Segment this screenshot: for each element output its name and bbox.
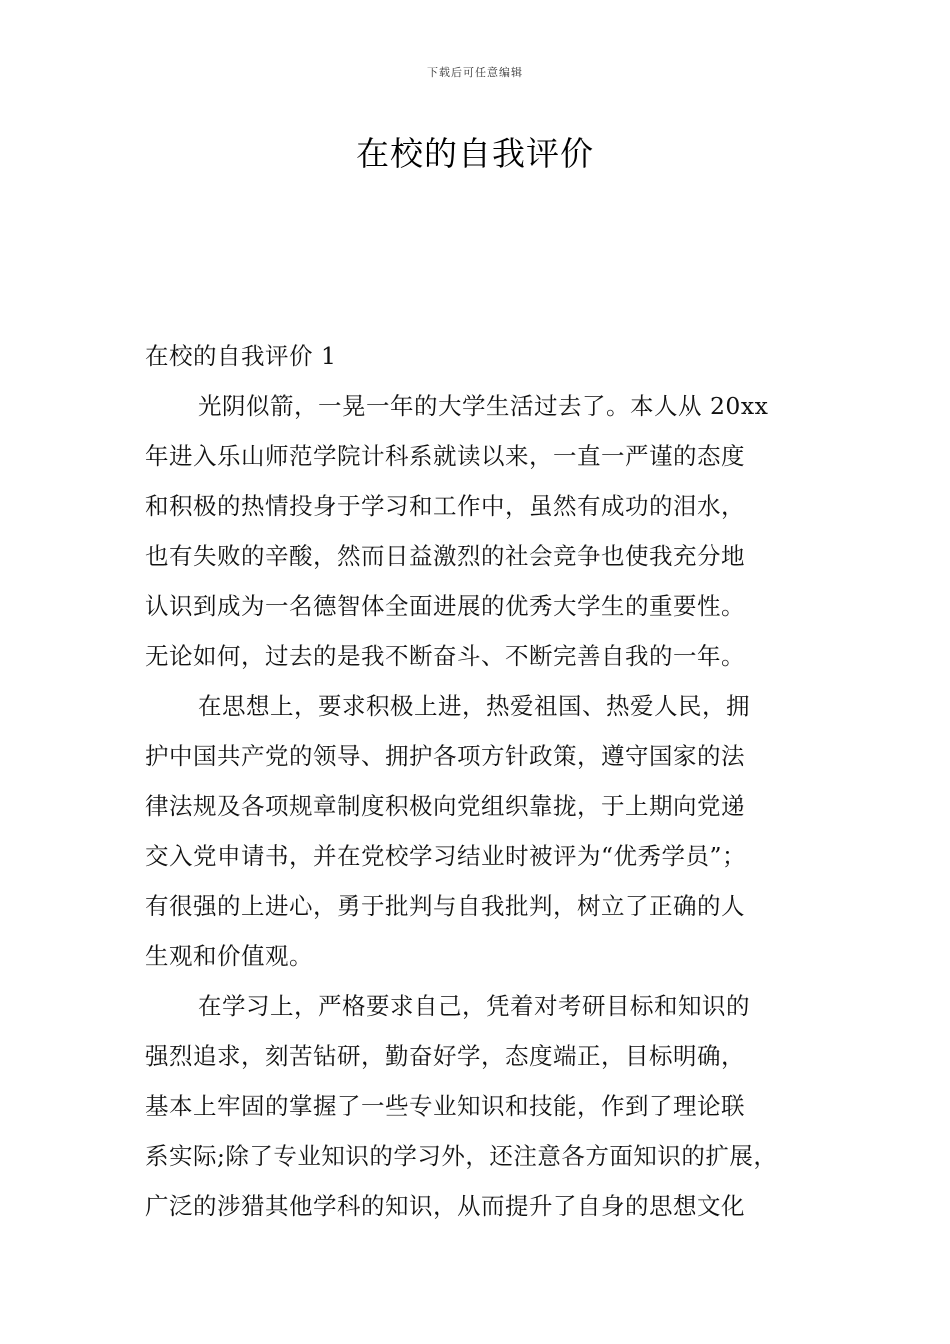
paragraph-line: 年进入乐山师范学院计科系就读以来，一直一严谨的态度 [145, 442, 745, 470]
paragraph-3 [145, 981, 815, 1231]
header-note: 下载后可任意编辑 [427, 66, 523, 79]
section-heading: 在校的自我评价 1 [145, 342, 337, 370]
paragraph-line: 光阴似箭，一晃一年的大学生活过去了。本人从 20xx [198, 392, 769, 420]
paragraph-2 [145, 681, 815, 981]
paragraph-line: 无论如何，过去的是我不断奋斗、不断完善自我的一年。 [145, 642, 745, 670]
paragraph-line: 广泛的涉猎其他学科的知识，从而提升了自身的思想文化 [145, 1192, 745, 1220]
document-body [145, 331, 815, 1231]
paragraph-line: 律法规及各项规章制度积极向党组织靠拢，于上期向党递 [145, 792, 745, 820]
paragraph-line: 强烈追求，刻苦钻研，勤奋好学，态度端正，目标明确， [145, 1042, 745, 1070]
paragraph-1 [145, 381, 815, 681]
paragraph-line: 在学习上，严格要求自己，凭着对考研目标和知识的 [198, 992, 750, 1020]
paragraph-line: 在思想上，要求积极上进，热爱祖国、热爱人民，拥 [198, 692, 750, 720]
paragraph-line: 也有失败的辛酸，然而日益激烈的社会竞争也使我充分地 [145, 542, 745, 570]
paragraph-line: 系实际;除了专业知识的学习外，还注意各方面知识的扩展， [145, 1142, 778, 1170]
paragraph-line: 基本上牢固的掌握了一些专业知识和技能，作到了理论联 [145, 1092, 745, 1120]
page-title: 在校的自我评价 [356, 134, 594, 173]
paragraph-line: 有很强的上进心，勇于批判与自我批判，树立了正确的人 [145, 892, 745, 920]
paragraph-line: 认识到成为一名德智体全面进展的优秀大学生的重要性。 [145, 592, 745, 620]
paragraph-line: 交入党申请书，并在党校学习结业时被评为“优秀学员”； [145, 842, 747, 870]
paragraph-line: 护中国共产党的领导、拥护各项方针政策，遵守国家的法 [145, 742, 745, 770]
paragraph-line: 和积极的热情投身于学习和工作中，虽然有成功的泪水， [145, 492, 745, 520]
paragraph-line: 生观和价值观。 [145, 942, 313, 970]
